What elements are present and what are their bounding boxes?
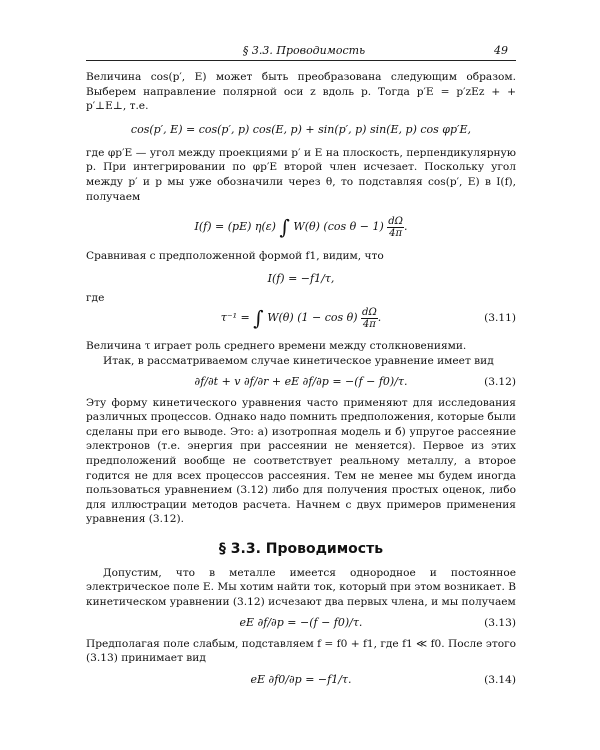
- paragraph-7-block: [86, 566, 516, 610]
- equation-I-f-lhs: I(f) = (pE) η(ε): [194, 220, 276, 234]
- paragraph-7: Допустим, что в металле имеется однородное и постоянное электрическое поле E. Мы хотим найти ток, который при этом возникает. В кинетическом уравнении (3.12) исчезают два первых члена, и мы получаем: [86, 566, 516, 609]
- paragraph-2-block: [86, 146, 516, 204]
- equation-I-f-tau: [86, 270, 516, 288]
- equation-3-12-text: ∂f/∂t + v ∂f/∂r + eE ∂f/∂p = −(f − f0)/τ.: [194, 374, 408, 388]
- equation-3-11: [86, 301, 516, 335]
- section-title: § 3.3. Проводимость: [218, 540, 384, 557]
- equation-number-3-13: (3.13): [484, 616, 516, 629]
- equation-3-13: [86, 614, 516, 632]
- paragraph-3-block: [86, 249, 516, 264]
- paragraph-4: Величина τ играет роль среднего времени между столкновениями.: [86, 340, 467, 353]
- header-title: § 3.3. Проводимость: [242, 44, 366, 57]
- integral-sign: ∫: [253, 306, 264, 331]
- equation-end: .: [403, 220, 408, 234]
- fraction-denominator: 4π: [389, 227, 403, 239]
- equation-number-3-14: (3.14): [484, 673, 516, 686]
- equation-3-11-integrand: W(θ) (1 − cos θ): [267, 311, 358, 325]
- equation-number-3-12: (3.12): [484, 375, 516, 388]
- equation-3-14-text: eE ∂f0/∂p = −f1/τ.: [250, 672, 352, 686]
- fraction-denominator: 4π: [362, 318, 376, 330]
- running-header: [86, 44, 516, 61]
- equation-3-11-lhs: τ⁻¹ =: [220, 311, 250, 325]
- paragraph-6: Эту форму кинетического уравнения часто применяют для исследования различных процессов. Однако надо помнить предположения, которые были сделаны при его выводе. Это: а) изотропная модель и б) упругое рассеяние электронов (т.е. энергия при рассеянии не меняется). Первое из этих предположений вообще не соответствует реальному металлу, а второе годится не для всех процессов рассеяния. Тем не менее мы будем иногда пользоваться уравнением (3.12) либо для получения простых оценок, либо для иллюстрации методов расчета. Начнем с двух примеров применения уравнения (3.12).: [86, 396, 516, 526]
- paragraph-6-block: [86, 396, 516, 527]
- paragraph-8: Предполагая поле слабым, подставляем f = f0 + f1, где f1 ≪ f0. После этого (3.13) принимает вид: [86, 637, 516, 665]
- paragraph-1-block: [86, 70, 516, 114]
- equation-I-f-tau-text: I(f) = −f1/τ,: [267, 271, 335, 285]
- equation-3-12: [86, 373, 516, 391]
- integral-sign: ∫: [279, 215, 290, 240]
- equation-I-f: [86, 210, 516, 244]
- equation-end: .: [377, 311, 382, 325]
- paragraph-4-block: [86, 339, 516, 368]
- equation-cos: [86, 121, 516, 139]
- book-page: [86, 44, 516, 689]
- equation-cos-text: cos(p′, E) = cos(p′, p) cos(E, p) + sin(p′, p) sin(E, p) cos φp′E,: [130, 122, 472, 136]
- page-number: 49: [494, 44, 508, 57]
- equation-I-f-integrand: W(θ) (cos θ − 1): [293, 220, 384, 234]
- paragraph-3: Сравнивая с предположенной формой f1, видим, что: [86, 250, 384, 263]
- where-label: где: [86, 291, 105, 304]
- paragraph-1: Величина cos(p′, E) может быть преобразована следующим образом. Выберем направление полярной оси z вдоль p. Тогда p′E = p′zEz + + p′⊥E⊥, т.е.: [86, 71, 516, 113]
- equation-number-3-11: (3.11): [484, 312, 516, 325]
- paragraph-2: где φp′E — угол между проекциями p′ и E на плоскость, перпендикулярную p. При интегрировании по φp′E второй член исчезает. Поскольку угол между p′ и p мы уже обозначили через θ, то подставляя cos(p′, E) в I(f), получаем: [86, 146, 516, 203]
- equation-3-13-text: eE ∂f/∂p = −(f − f0)/τ.: [239, 615, 363, 629]
- fraction-dOmega: [387, 216, 404, 239]
- fraction-numerator: dΩ: [362, 306, 377, 318]
- paragraph-5: Итак, в рассматриваемом случае кинетическое уравнение имеет вид: [103, 354, 494, 367]
- fraction-dOmega: [361, 307, 378, 330]
- fraction-numerator: dΩ: [388, 215, 403, 227]
- equation-3-14: [86, 671, 516, 689]
- paragraph-8-block: [86, 637, 516, 666]
